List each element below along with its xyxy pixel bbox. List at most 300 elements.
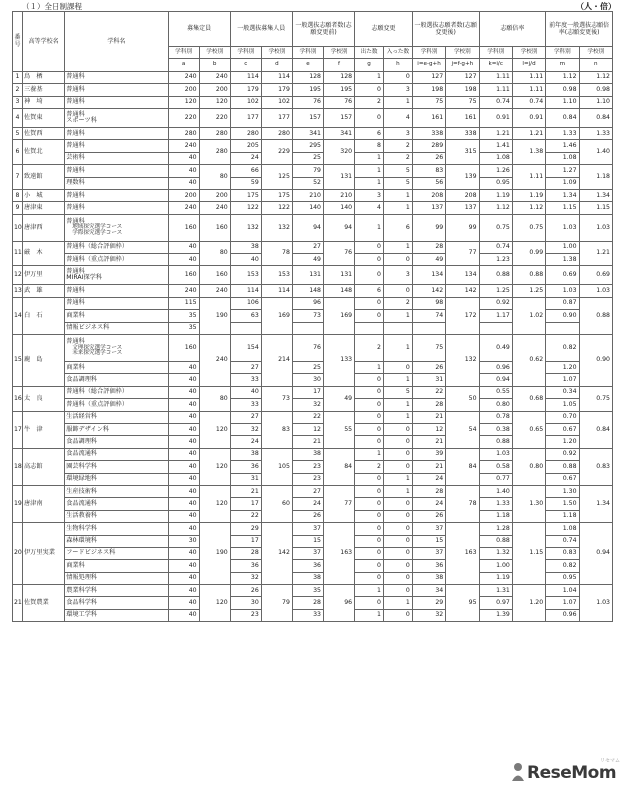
cell-f: 140: [324, 202, 355, 214]
cell-a: 220: [168, 108, 199, 127]
cell-i: 28: [412, 485, 445, 497]
letter-label: g: [355, 59, 384, 71]
cell-h: 0: [383, 609, 412, 621]
cell-m: 1.04: [546, 585, 579, 597]
cell-f: 131: [324, 266, 355, 285]
cell-f: 128: [324, 71, 355, 83]
cell-n: 0.94: [579, 523, 612, 585]
table-row: [13, 189, 613, 201]
cell-i: 21: [412, 411, 445, 423]
table-row: [13, 448, 613, 460]
cell-e: 79: [292, 165, 323, 177]
cell-i: 198: [412, 84, 445, 96]
cell-h: 0: [383, 560, 412, 572]
cell-i: 289: [412, 140, 445, 152]
cell-j: 132: [446, 335, 479, 387]
dept-line: 商業科: [66, 561, 85, 569]
row-dept: [65, 127, 168, 139]
cell-a: 120: [168, 96, 199, 108]
cell-m: 1.15: [546, 202, 579, 214]
cell-k: 1.26: [479, 165, 512, 177]
cell-c: 59: [230, 177, 261, 189]
table-row: [13, 585, 613, 597]
cell-f: 163: [324, 523, 355, 585]
cell-i: 208: [412, 189, 445, 201]
col-general-quota: 一般選抜募集人員: [230, 12, 292, 47]
dept-line: 文理探究選学コース: [72, 344, 123, 351]
row-no: 18: [13, 448, 23, 485]
row-no: 3: [13, 96, 23, 108]
cell-g: 0: [355, 436, 384, 448]
cell-l: 1.11: [512, 71, 545, 83]
dept-line: 食品調理科: [66, 437, 98, 445]
cell-a: 200: [168, 189, 199, 201]
cell-a: 40: [168, 165, 199, 177]
cell-k: 0.78: [479, 411, 512, 423]
cell-n: 1.03: [579, 285, 612, 297]
cell-g: 1: [355, 585, 384, 597]
cell-e: 35: [292, 585, 323, 597]
cell-e: 37: [292, 523, 323, 535]
cell-g: 3: [355, 189, 384, 201]
dept-line: 普通科: [66, 85, 85, 93]
section-heading: （１）全日制課程: [22, 2, 82, 11]
cell-a: 240: [168, 71, 199, 83]
cell-b: 160: [199, 266, 230, 285]
dept-line: 普通科: [66, 98, 85, 106]
cell-n: 1.21: [579, 241, 612, 266]
dept-line: 生物科学科: [66, 524, 98, 532]
table-row: [13, 71, 613, 83]
cell-k: 0.92: [479, 297, 512, 309]
watermark-brand: ReseMom: [527, 763, 617, 783]
letter-label: b: [199, 59, 230, 71]
cell-b: 160: [199, 214, 230, 241]
cell-e: 76: [292, 335, 323, 362]
cell-d: 179: [261, 84, 292, 96]
cell-a: 40: [168, 411, 199, 423]
cell-j: 78: [446, 485, 479, 522]
cell-m: 0.67: [546, 473, 579, 485]
cell-e: 131: [292, 266, 323, 285]
cell-m: 0.34: [546, 386, 579, 398]
cell-c: 40: [230, 254, 261, 266]
cell-f: 210: [324, 189, 355, 201]
cell-i: 38: [412, 572, 445, 584]
cell-g: 2: [355, 96, 384, 108]
cell-i: 49: [412, 254, 445, 266]
row-dept: [65, 411, 168, 423]
cell-h: 2: [383, 297, 412, 309]
cell-a: 40: [168, 597, 199, 609]
cell-e: 73: [292, 310, 323, 322]
cell-n: 0.90: [579, 335, 612, 387]
dept-line: 学際探究選学コース: [72, 229, 123, 236]
row-dept: [65, 202, 168, 214]
cell-k: 0.80: [479, 399, 512, 411]
cell-h: 6: [383, 214, 412, 241]
cell-f: 84: [324, 448, 355, 485]
cell-m: 0.96: [546, 609, 579, 621]
row-dept: [65, 485, 168, 497]
row-no: 16: [13, 386, 23, 411]
cell-k: 1.19: [479, 572, 512, 584]
row-school: 牛 津: [22, 411, 64, 448]
cell-k: 1.39: [479, 609, 512, 621]
cell-b: 120: [199, 485, 230, 522]
cell-k: 1.08: [479, 152, 512, 164]
cell-f: 133: [324, 335, 355, 387]
cell-f: 55: [324, 411, 355, 448]
subheader-by_dept: 学科別: [546, 47, 579, 59]
cell-i: 22: [412, 386, 445, 398]
unit-label: （人・倍）: [576, 2, 616, 11]
cell-k: [479, 322, 512, 334]
cell-f: 96: [324, 585, 355, 622]
cell-m: 0.90: [546, 310, 579, 322]
letter-label: f: [324, 59, 355, 71]
cell-m: 0.82: [546, 560, 579, 572]
cell-c: 40: [230, 386, 261, 398]
row-dept: [65, 108, 168, 127]
cell-h: 2: [383, 140, 412, 152]
cell-d: 60: [261, 485, 292, 522]
cell-j: 208: [446, 189, 479, 201]
letter-label: m: [546, 59, 579, 71]
cell-c: 21: [230, 485, 261, 497]
table-row: [13, 386, 613, 398]
subheader-by_dept: 学科別: [412, 47, 445, 59]
table-row: [13, 523, 613, 535]
cell-e: [292, 322, 323, 334]
cell-c: 205: [230, 140, 261, 152]
cell-a: 40: [168, 152, 199, 164]
row-school: 白 石: [22, 297, 64, 334]
cell-n: 0.83: [579, 448, 612, 485]
row-dept: [65, 461, 168, 473]
cell-d: 79: [261, 585, 292, 622]
dept-line: 芸術科: [66, 154, 85, 162]
col-change: 志願変更: [355, 12, 413, 47]
dept-line: 普通科: [66, 110, 85, 118]
cell-f: 49: [324, 386, 355, 411]
dept-line: 普通科: [66, 191, 85, 199]
cell-k: 0.74: [479, 96, 512, 108]
table-row: [13, 127, 613, 139]
subheader-by_school: 学校別: [261, 47, 292, 59]
row-dept: [65, 165, 168, 177]
cell-g: 1: [355, 609, 384, 621]
cell-e: 295: [292, 140, 323, 152]
dept-line: 食品流通科: [66, 499, 98, 507]
cell-e: 210: [292, 189, 323, 201]
cell-n: 1.40: [579, 140, 612, 165]
letter-label: d: [261, 59, 292, 71]
row-no: 8: [13, 189, 23, 201]
dept-line: 園芸科学科: [66, 462, 98, 470]
cell-e: 21: [292, 436, 323, 448]
cell-i: 161: [412, 108, 445, 127]
cell-h: 0: [383, 285, 412, 297]
row-no: 9: [13, 202, 23, 214]
cell-k: 0.75: [479, 214, 512, 241]
row-dept: [65, 374, 168, 386]
dept-line: 情報ビジネス科: [66, 324, 110, 332]
cell-h: 5: [383, 177, 412, 189]
resemom-watermark: [510, 757, 625, 787]
row-dept: [65, 254, 168, 266]
cell-i: 142: [412, 285, 445, 297]
letter-label: c: [230, 59, 261, 71]
row-school: 厳 木: [22, 241, 64, 266]
dept-line: 普通科（重点評価枠）: [66, 400, 129, 408]
cell-a: 40: [168, 510, 199, 522]
cell-m: 1.00: [546, 241, 579, 253]
cell-e: 128: [292, 71, 323, 83]
cell-a: 40: [168, 374, 199, 386]
cell-m: 0.87: [546, 297, 579, 309]
cell-a: 30: [168, 535, 199, 547]
cell-g: 0: [355, 597, 384, 609]
cell-b: 240: [199, 285, 230, 297]
cell-g: 0: [355, 572, 384, 584]
dept-line: 情報処理科: [66, 574, 98, 582]
cell-k: 1.40: [479, 485, 512, 497]
cell-c: 114: [230, 285, 261, 297]
cell-f: 76: [324, 96, 355, 108]
cell-k: 1.00: [479, 560, 512, 572]
cell-g: 0: [355, 108, 384, 127]
cell-a: 280: [168, 127, 199, 139]
cell-i: 12: [412, 423, 445, 435]
cell-b: 200: [199, 84, 230, 96]
cell-c: 102: [230, 96, 261, 108]
row-dept: [65, 241, 168, 253]
cell-k: 1.03: [479, 448, 512, 460]
cell-c: 153: [230, 266, 261, 285]
cell-d: 78: [261, 241, 292, 266]
dept-line: 普通科: [66, 73, 85, 81]
dept-line: 未来探究選学コース: [72, 350, 123, 357]
cell-j: 127: [446, 71, 479, 83]
cell-h: 0: [383, 423, 412, 435]
row-no: 5: [13, 127, 23, 139]
cell-f: 341: [324, 127, 355, 139]
letter-label: n: [579, 59, 612, 71]
cell-h: 5: [383, 386, 412, 398]
cell-c: 27: [230, 411, 261, 423]
dept-line: 生産技術科: [66, 487, 98, 495]
cell-m: 1.46: [546, 140, 579, 152]
cell-a: 40: [168, 362, 199, 374]
cell-g: 0: [355, 297, 384, 309]
cell-l: 1.30: [512, 485, 545, 522]
cell-h: [383, 322, 412, 334]
cell-h: 0: [383, 436, 412, 448]
cell-l: 0.65: [512, 411, 545, 448]
cell-e: 27: [292, 485, 323, 497]
cell-a: 35: [168, 310, 199, 322]
cell-j: 139: [446, 165, 479, 190]
cell-i: 32: [412, 609, 445, 621]
dept-line: 食品流通科: [66, 450, 98, 458]
dept-line: 理数科: [66, 179, 85, 187]
table-row: [13, 285, 613, 297]
cell-d: 280: [261, 127, 292, 139]
cell-i: [412, 322, 445, 334]
cell-e: 30: [292, 374, 323, 386]
cell-l: 1.21: [512, 127, 545, 139]
cell-i: 24: [412, 473, 445, 485]
dept-line: フードビジネス科: [66, 549, 116, 557]
cell-a: 40: [168, 609, 199, 621]
row-no: 10: [13, 214, 23, 241]
dept-line: 普通科: [66, 203, 85, 211]
row-dept: [65, 152, 168, 164]
cell-b: 120: [199, 96, 230, 108]
cell-k: 0.94: [479, 374, 512, 386]
table-row: [13, 140, 613, 152]
cell-d: 177: [261, 108, 292, 127]
cell-k: 0.74: [479, 241, 512, 253]
letter-label: j=f-g+h: [446, 59, 479, 71]
cell-k: 0.49: [479, 335, 512, 362]
cell-m: 1.38: [546, 254, 579, 266]
cell-a: 40: [168, 461, 199, 473]
row-school: 三養基: [22, 84, 64, 96]
cell-c: 33: [230, 399, 261, 411]
row-school: 高志館: [22, 448, 64, 485]
cell-g: 0: [355, 241, 384, 253]
cell-g: 1: [355, 448, 384, 460]
cell-l: 0.91: [512, 108, 545, 127]
cell-h: 1: [383, 189, 412, 201]
cell-k: 0.58: [479, 461, 512, 473]
dept-line: 商業科: [66, 311, 85, 319]
row-school: 佐賀西: [22, 127, 64, 139]
cell-k: 1.18: [479, 510, 512, 522]
row-dept: [65, 177, 168, 189]
cell-e: 32: [292, 399, 323, 411]
table-row: [13, 84, 613, 96]
cell-j: 77: [446, 241, 479, 266]
cell-g: 0: [355, 84, 384, 96]
cell-k: 0.91: [479, 108, 512, 127]
subheader-by_school: 学校別: [324, 47, 355, 59]
cell-m: 1.20: [546, 362, 579, 374]
cell-k: 0.88: [479, 436, 512, 448]
cell-g: [355, 322, 384, 334]
row-dept: [65, 297, 168, 309]
cell-n: 1.33: [579, 127, 612, 139]
cell-g: 0: [355, 310, 384, 322]
cell-h: 1: [383, 241, 412, 253]
cell-e: 157: [292, 108, 323, 127]
cell-d: 122: [261, 202, 292, 214]
cell-g: 1: [355, 214, 384, 241]
cell-c: 179: [230, 84, 261, 96]
dept-line: 普通科: [66, 287, 85, 295]
cell-i: 26: [412, 362, 445, 374]
cell-d: 153: [261, 266, 292, 285]
table-body: [13, 71, 613, 621]
cell-k: 1.11: [479, 84, 512, 96]
cell-n: 1.34: [579, 189, 612, 201]
table-row: [13, 485, 613, 497]
cell-l: 1.12: [512, 202, 545, 214]
dept-line: 生活経営科: [66, 413, 98, 421]
row-school: 神 埼: [22, 96, 64, 108]
row-dept: [65, 362, 168, 374]
cell-k: 1.28: [479, 523, 512, 535]
row-dept: [65, 448, 168, 460]
cell-n: 1.03: [579, 585, 612, 622]
row-school: 鳥 栖: [22, 71, 64, 83]
cell-b: 120: [199, 448, 230, 485]
cell-a: 115: [168, 297, 199, 309]
dept-line: 地域探究選学コース: [72, 224, 123, 231]
cell-j: 163: [446, 523, 479, 585]
row-dept: [65, 510, 168, 522]
cell-i: 36: [412, 560, 445, 572]
cell-e: 28: [292, 597, 323, 609]
row-dept: [65, 399, 168, 411]
cell-a: 35: [168, 322, 199, 334]
cell-i: 28: [412, 241, 445, 253]
cell-a: 40: [168, 485, 199, 497]
cell-a: 40: [168, 473, 199, 485]
cell-h: 0: [383, 523, 412, 535]
row-school: 佐賀東: [22, 108, 64, 127]
cell-g: 0: [355, 423, 384, 435]
cell-m: 1.34: [546, 189, 579, 201]
cell-h: 1: [383, 310, 412, 322]
cell-c: 122: [230, 202, 261, 214]
dept-line: 普通科: [66, 299, 85, 307]
cell-h: 0: [383, 362, 412, 374]
cell-h: 0: [383, 448, 412, 460]
cell-g: 0: [355, 510, 384, 522]
cell-m: 1.20: [546, 436, 579, 448]
cell-l: 0.68: [512, 386, 545, 411]
cell-k: 1.17: [479, 310, 512, 322]
cell-e: 36: [292, 560, 323, 572]
cell-k: 0.97: [479, 597, 512, 609]
cell-c: 36: [230, 560, 261, 572]
cell-h: 1: [383, 96, 412, 108]
row-school: 鹿 島: [22, 335, 64, 387]
row-no: 1: [13, 71, 23, 83]
row-dept: [65, 597, 168, 609]
row-dept: [65, 423, 168, 435]
subheader-by_school: 学校別: [199, 47, 230, 59]
cell-i: 39: [412, 448, 445, 460]
cell-a: 40: [168, 423, 199, 435]
cell-l: 0.88: [512, 266, 545, 285]
cell-g: 0: [355, 266, 384, 285]
cell-c: 28: [230, 547, 261, 559]
dept-line: 普通科: [66, 141, 85, 149]
dept-line: スポーツ科: [66, 116, 97, 124]
cell-k: 1.11: [479, 71, 512, 83]
cell-c: 175: [230, 189, 261, 201]
cell-i: 74: [412, 310, 445, 322]
cell-b: 280: [199, 127, 230, 139]
cell-c: 38: [230, 448, 261, 460]
row-no: 7: [13, 165, 23, 190]
cell-j: 198: [446, 84, 479, 96]
cell-c: 132: [230, 214, 261, 241]
